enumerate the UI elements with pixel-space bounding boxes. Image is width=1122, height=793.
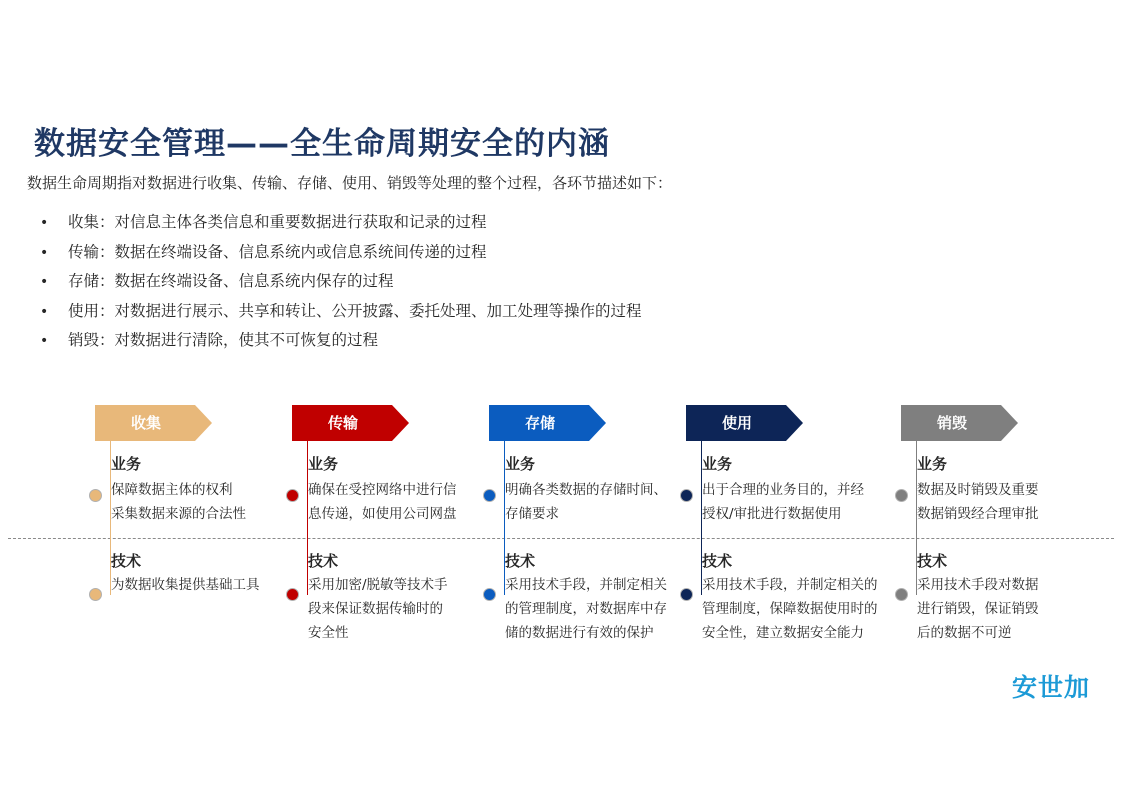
bullet-icon: • — [40, 274, 49, 291]
business-description: 明确各类数据的存储时间、 — [505, 482, 667, 498]
list-item-text: 收集：对信息主体各类信息和重要数据进行获取和记录的过程 — [68, 213, 487, 231]
tech-description: 储的数据进行有效的保护 — [505, 625, 654, 641]
business-description: 数据销毁经合理审批 — [917, 506, 1039, 522]
business-description: 出于合理的业务目的，并经 — [702, 482, 864, 498]
business-description: 保障数据主体的权利 — [111, 482, 233, 498]
timeline-dot-icon — [286, 588, 299, 601]
list-item-text: 销毁：对数据进行清除，使其不可恢复的过程 — [68, 331, 379, 350]
business-description: 采集数据来源的合法性 — [111, 506, 246, 522]
timeline-dot-icon — [895, 489, 908, 502]
tech-description: 采用技术手段对数据 — [917, 577, 1039, 593]
timeline-dot-icon — [483, 489, 496, 502]
business-heading: 业务 — [702, 455, 733, 473]
stage-3 — [489, 405, 689, 645]
stage-5 — [901, 405, 1101, 645]
list-item-text: 传输：数据在终端设备、信息系统内或信息系统间传递的过程 — [68, 242, 487, 261]
business-heading: 业务 — [917, 455, 948, 473]
business-description: 授权/审批进行数据使用 — [702, 506, 842, 522]
business-description: 存储要求 — [505, 506, 559, 522]
stage-label: 存储 — [524, 414, 555, 432]
timeline-dot-icon — [89, 588, 102, 601]
timeline-dot-icon — [680, 588, 693, 601]
tech-heading: 技术 — [308, 552, 339, 570]
bullet-icon: • — [40, 215, 49, 231]
timeline-dot-icon — [89, 489, 102, 502]
tech-description: 安全性，建立数据安全能力 — [702, 625, 864, 641]
tech-heading: 技术 — [111, 552, 142, 570]
tech-description: 安全性 — [308, 625, 349, 641]
business-heading: 业务 — [308, 455, 339, 473]
tech-description: 管理制度，保障数据使用时的 — [702, 601, 878, 617]
page-title: 数据安全管理——全生命周期安全的内涵 — [34, 126, 610, 162]
brand-logo: 安世加 — [1012, 673, 1091, 702]
tech-description: 后的数据不可逆 — [917, 625, 1012, 641]
tech-description: 进行销毁，保证销毁 — [917, 601, 1039, 617]
stage-label: 传输 — [327, 414, 358, 432]
list-item-text: 使用：对数据进行展示、共享和转让、公开披露、委托处理、加工处理等操作的过程 — [68, 301, 642, 320]
business-heading: 业务 — [505, 455, 536, 473]
timeline-dot-icon — [286, 489, 299, 502]
list-item — [40, 326, 642, 356]
business-description: 息传递，如使用公司网盘 — [308, 506, 457, 522]
list-item-text: 存储：数据在终端设备、信息系统内保存的过程 — [68, 272, 394, 291]
tech-heading: 技术 — [702, 552, 733, 570]
business-description: 数据及时销毁及重要 — [917, 482, 1039, 498]
list-item — [40, 297, 642, 327]
timeline-dot-icon — [680, 489, 693, 502]
list-item — [40, 267, 642, 297]
tech-description: 采用技术手段，并制定相关 — [505, 577, 667, 593]
tech-heading: 技术 — [917, 552, 948, 570]
lifecycle-description-list — [40, 208, 642, 356]
tech-description: 采用加密/脱敏等技术手 — [308, 577, 448, 593]
business-description: 确保在受控网络中进行信 — [308, 482, 457, 498]
tech-description: 为数据收集提供基础工具 — [111, 577, 260, 593]
stage-label: 使用 — [721, 414, 752, 432]
tech-heading: 技术 — [505, 552, 536, 570]
stage-2 — [292, 405, 492, 645]
stage-label: 收集 — [130, 414, 161, 432]
tech-description: 采用技术手段，并制定相关的 — [702, 577, 878, 593]
stage-4 — [686, 405, 886, 645]
timeline-dot-icon — [483, 588, 496, 601]
tech-description: 段来保证数据传输时的 — [308, 601, 443, 617]
business-heading: 业务 — [111, 455, 142, 473]
list-item — [40, 208, 642, 238]
bullet-icon: • — [40, 244, 49, 261]
stage-label: 销毁 — [936, 414, 967, 432]
stage-1 — [95, 405, 295, 645]
timeline-dot-icon — [895, 588, 908, 601]
list-item — [40, 238, 642, 268]
bullet-icon: • — [40, 303, 49, 320]
intro-text: 数据生命周期指对数据进行收集、传输、存储、使用、销毁等处理的整个过程，各环节描述如下： — [27, 174, 673, 192]
tech-description: 的管理制度，对数据库中存 — [505, 601, 667, 617]
bullet-icon: • — [40, 333, 49, 350]
